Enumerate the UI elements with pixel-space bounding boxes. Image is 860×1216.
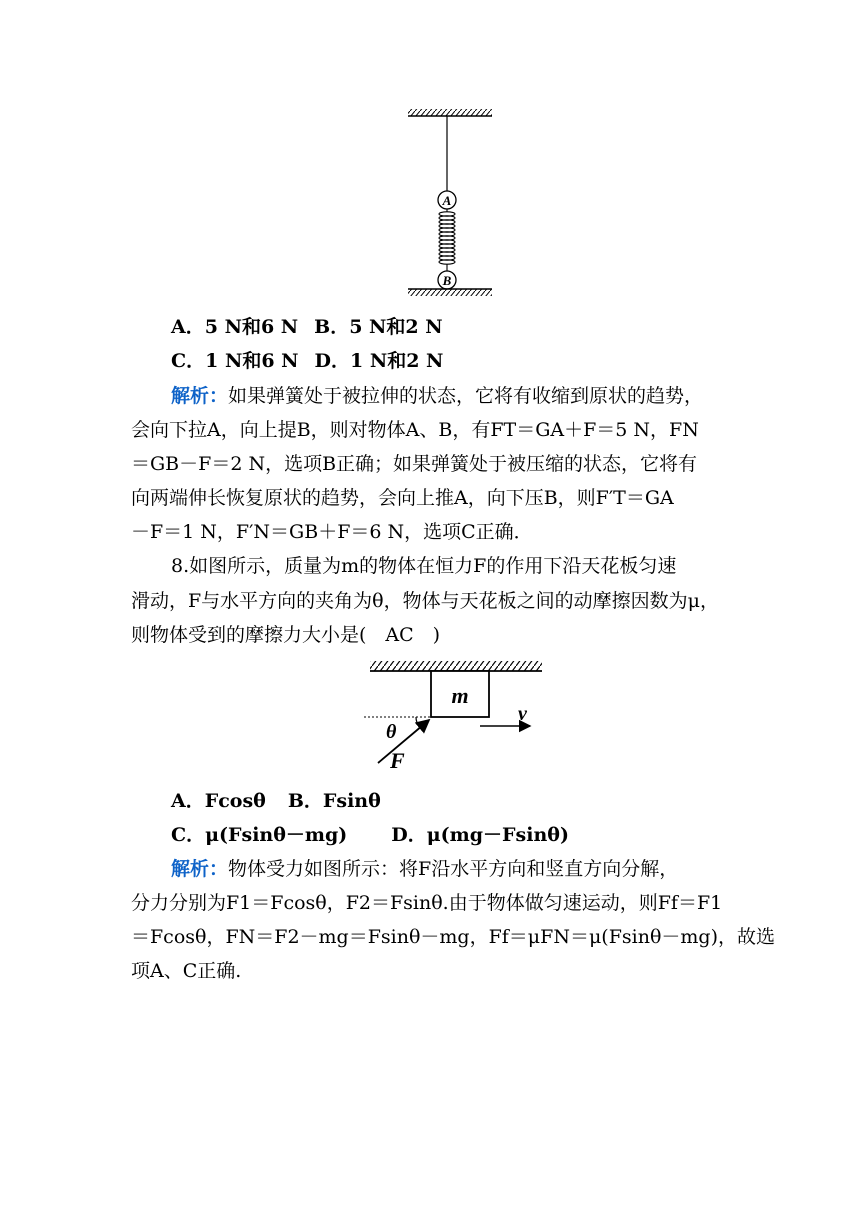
angle-arc xyxy=(416,717,420,727)
q7-analysis-line-5: －F＝1 N，F′N＝GB＋F＝6 N，选项C正确． xyxy=(131,521,533,543)
force-label: F xyxy=(390,748,405,773)
q7-options-row1 xyxy=(171,314,443,340)
floor-hatch xyxy=(408,289,492,296)
q8-stem-line-2: 滑动，F与水平方向的夹角为θ，物体与天花板之间的动摩擦因数为μ， xyxy=(131,590,719,612)
q7-analysis-label: 解析： xyxy=(171,385,229,407)
ball-a-label: A xyxy=(442,193,452,208)
q7-option-a: A．5 N和6 N xyxy=(171,316,299,338)
q8-stem-line-1: 8.如图所示，质量为m的物体在恒力F的作用下沿天花板匀速 xyxy=(171,555,677,577)
q8-stem-line-3: 则物体受到的摩擦力大小是( AC ) xyxy=(131,624,441,646)
q7-option-b: B．5 N和2 N xyxy=(314,316,443,338)
q7-option-c: C．1 N和6 N xyxy=(171,350,299,372)
ceiling-hatch xyxy=(370,661,542,671)
spring-coil xyxy=(439,209,455,271)
q8-option-a: A．Fcosθ xyxy=(171,790,266,812)
spring-figure xyxy=(400,105,500,303)
q8-analysis-line-4: 项A、C正确. xyxy=(131,960,242,982)
q8-analysis-line-3: ＝Fcosθ，FN＝F2－mg＝Fsinθ－mg，Ff＝μFN＝μ(Fsinθ－mg)，故选 xyxy=(131,926,775,948)
q8-option-d: D．μ(mg－Fsinθ) xyxy=(391,824,569,846)
q7-analysis-line-3: ＝GB－F＝2 N，选项B正确；如果弹簧处于被压缩的状态，它将有 xyxy=(131,453,698,475)
q8-option-c: C．μ(Fsinθ－mg) xyxy=(171,824,348,846)
q8-options-row2 xyxy=(171,822,569,848)
q8-option-b: B．Fsinθ xyxy=(287,790,381,812)
q8-analysis-text-1: 物体受力如图所示：将F沿水平方向和竖直方向分解， xyxy=(228,858,679,880)
q7-options-row2 xyxy=(171,348,443,374)
q7-analysis-line-1 xyxy=(171,383,703,409)
angle-label: θ xyxy=(386,721,397,743)
q7-analysis-text-1: 如果弹簧处于被拉伸的状态，它将有收缩到原状的趋势， xyxy=(228,385,704,407)
block-figure xyxy=(360,658,550,778)
q7-analysis-line-2: 会向下拉A，向上提B，则对物体A、B，有FT＝GA＋F＝5 N，FN xyxy=(131,419,699,441)
q7-option-d: D．1 N和2 N xyxy=(314,350,444,372)
q8-analysis-label: 解析： xyxy=(171,858,229,880)
q8-analysis-line-2: 分力分别为F1＝Fcosθ，F2＝Fsinθ.由于物体做匀速运动，则Ff＝F1 xyxy=(131,892,723,914)
q8-analysis-line-1 xyxy=(171,856,678,882)
q7-analysis-line-4: 向两端伸长恢复原状的趋势，会向上推A，向下压B，则F′T＝GA xyxy=(131,487,674,509)
block-label: m xyxy=(451,683,469,708)
velocity-label: v xyxy=(518,703,527,725)
ceiling-hatch xyxy=(408,109,492,116)
ball-b-label: B xyxy=(442,273,452,288)
q8-options-row1 xyxy=(171,788,381,814)
